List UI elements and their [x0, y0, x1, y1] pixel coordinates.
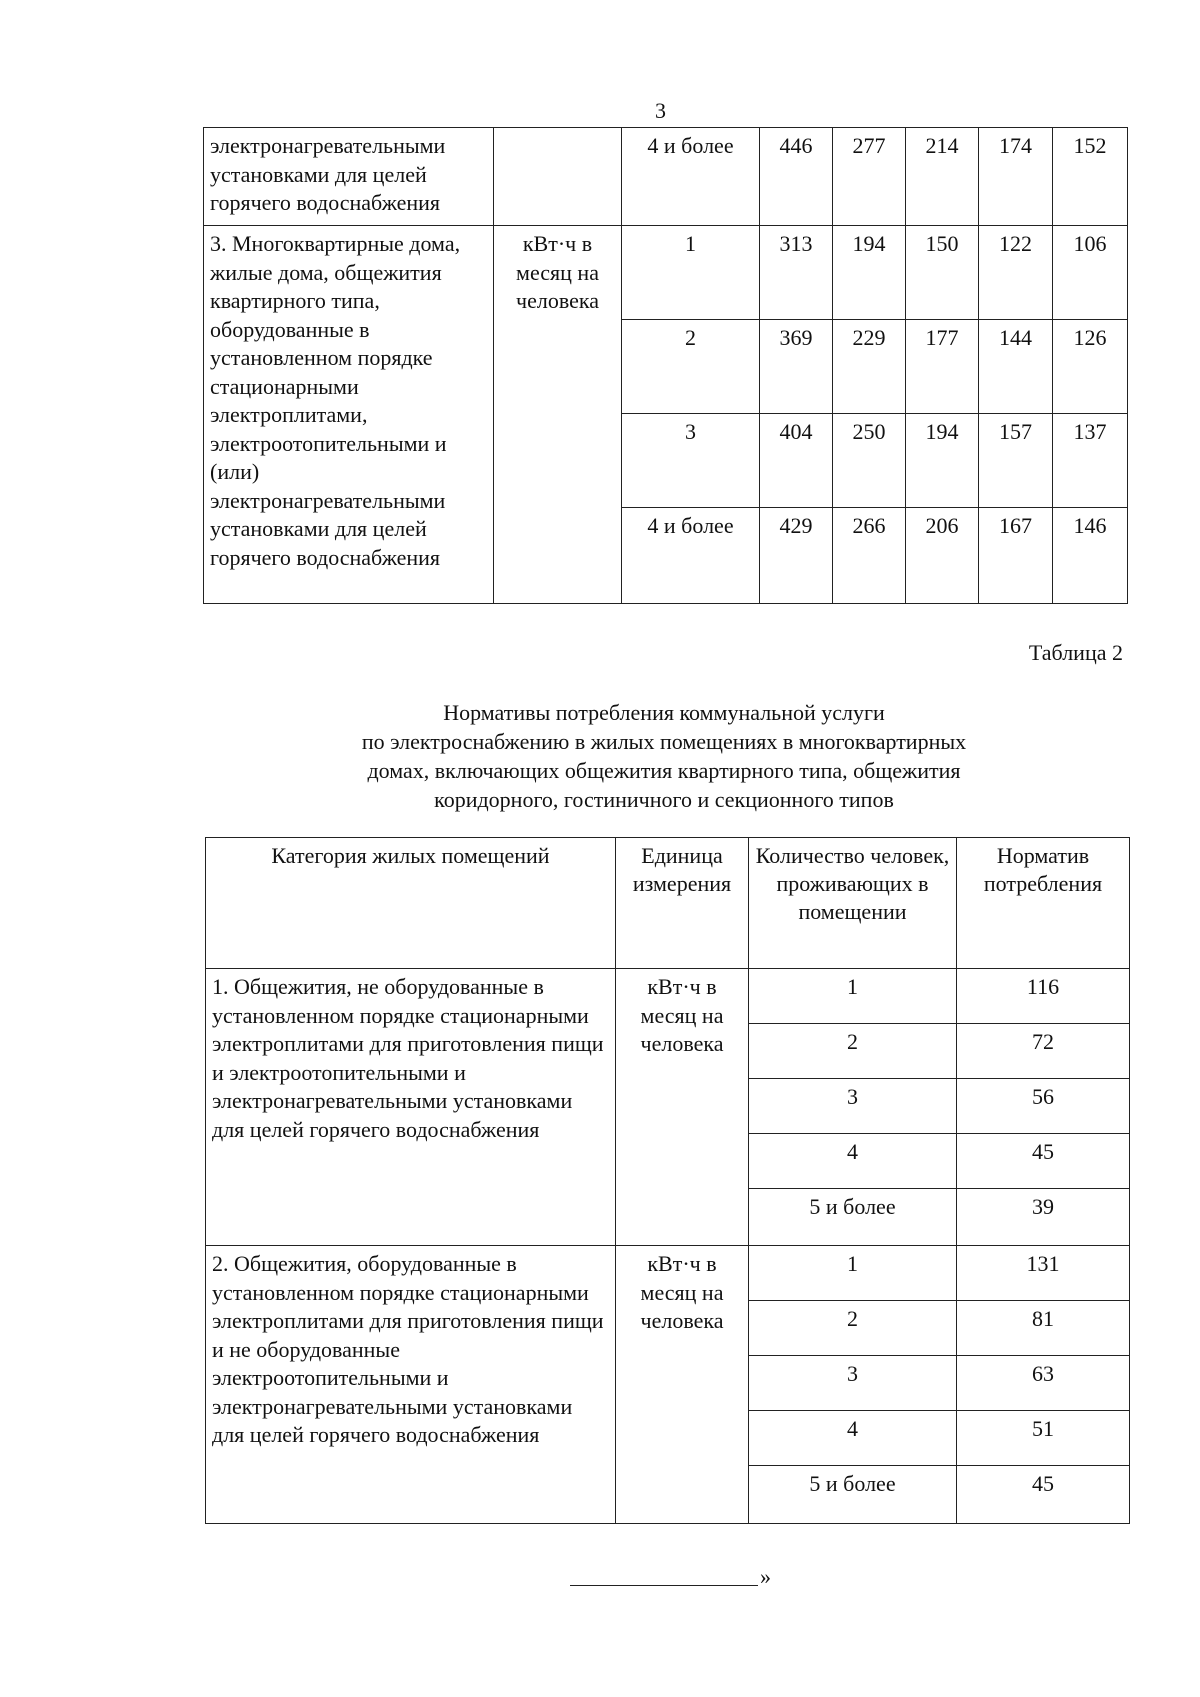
t1-rooms: 3 — [622, 414, 760, 508]
t1-value: 177 — [906, 320, 979, 414]
persons-cell: 1 — [749, 969, 957, 1024]
norm-cell: 131 — [957, 1246, 1130, 1301]
norm-cell: 116 — [957, 969, 1130, 1024]
persons-cell: 4 — [749, 1411, 957, 1466]
t1-value: 429 — [760, 508, 833, 604]
table-row — [206, 969, 1130, 1024]
t1-value: 266 — [833, 508, 906, 604]
t1-cont-value: 174 — [979, 128, 1053, 226]
header-unit: Единица измерения — [616, 838, 749, 969]
t1-value: 137 — [1053, 414, 1128, 508]
t1-value: 369 — [760, 320, 833, 414]
t1-row3-category: 3. Многоквартирные дома, жилые дома, общежития квартирного типа, оборудованные в установленном порядке стационарными электроплитами, электроотопительными и (или) электронагревательными установками для целей горячего водоснабжения — [204, 226, 494, 604]
persons-cell: 3 — [749, 1356, 957, 1411]
table2-title — [264, 698, 1064, 814]
t1-rooms: 4 и более — [622, 508, 760, 604]
t1-cont-unit — [494, 128, 622, 226]
page-number: 3 — [655, 98, 666, 123]
t1-value: 106 — [1053, 226, 1128, 320]
norm-cell: 39 — [957, 1189, 1130, 1246]
norm-cell: 45 — [957, 1466, 1130, 1524]
norm-cell: 45 — [957, 1134, 1130, 1189]
norm-cell: 51 — [957, 1411, 1130, 1466]
t1-cont-category: электронагревательными установками для целей горячего водоснабжения — [204, 128, 494, 226]
header-category: Категория жилых помещений — [206, 838, 616, 969]
t1-cont-value: 214 — [906, 128, 979, 226]
persons-cell: 5 и более — [749, 1466, 957, 1524]
t1-value: 404 — [760, 414, 833, 508]
header-persons: Количество человек, проживающих в помещении — [749, 838, 957, 969]
t1-value: 146 — [1053, 508, 1128, 604]
t1-cont-value: 152 — [1053, 128, 1128, 226]
group1-category: 1. Общежития, не оборудованные в установленном порядке стационарными электроплитами для приготовления пищи и электроотопительными и электронагревательными установками для целей горячего водоснабжения — [206, 969, 616, 1246]
table2-header-row — [206, 838, 1130, 969]
title-line: коридорного, гостиничного и секционного типов — [434, 787, 894, 812]
table1-continuation-row — [204, 128, 1128, 226]
table-row — [206, 1246, 1130, 1301]
t1-value: 150 — [906, 226, 979, 320]
t1-rooms: 2 — [622, 320, 760, 414]
persons-cell: 2 — [749, 1024, 957, 1079]
closing-line — [570, 1585, 758, 1586]
title-line: домах, включающих общежития квартирного типа, общежития — [367, 758, 961, 783]
t1-value: 126 — [1053, 320, 1128, 414]
norm-cell: 56 — [957, 1079, 1130, 1134]
t1-cont-rooms: 4 и более — [622, 128, 760, 226]
table1 — [203, 127, 1128, 604]
t1-value: 229 — [833, 320, 906, 414]
t1-value: 313 — [760, 226, 833, 320]
group1-unit: кВт·ч в месяц на человека — [616, 969, 749, 1246]
table2-caption: Таблица 2 — [1028, 640, 1123, 665]
title-line: Нормативы потребления коммунальной услуги — [443, 700, 885, 725]
t1-value: 194 — [833, 226, 906, 320]
persons-cell: 4 — [749, 1134, 957, 1189]
t1-row3-unit: кВт·ч в месяц на человека — [494, 226, 622, 604]
group2-unit: кВт·ч в месяц на человека — [616, 1246, 749, 1524]
closing-quote: » — [760, 1564, 771, 1589]
table2 — [205, 837, 1130, 1524]
norm-cell: 81 — [957, 1301, 1130, 1356]
t1-value: 144 — [979, 320, 1053, 414]
norm-cell: 63 — [957, 1356, 1130, 1411]
group2-category: 2. Общежития, оборудованные в установленном порядке стационарными электроплитами для приготовления пищи и не оборудованные электроотопительными и электронагревательными установками для целей горячего водоснабжения — [206, 1246, 616, 1524]
persons-cell: 3 — [749, 1079, 957, 1134]
t1-value: 167 — [979, 508, 1053, 604]
persons-cell: 2 — [749, 1301, 957, 1356]
header-norm: Норматив потребления — [957, 838, 1130, 969]
t1-value: 206 — [906, 508, 979, 604]
t1-value: 122 — [979, 226, 1053, 320]
norm-cell: 72 — [957, 1024, 1130, 1079]
t1-cont-value: 446 — [760, 128, 833, 226]
t1-value: 157 — [979, 414, 1053, 508]
t1-row3-sub-1 — [204, 226, 1128, 320]
t1-rooms: 1 — [622, 226, 760, 320]
persons-cell: 1 — [749, 1246, 957, 1301]
persons-cell: 5 и более — [749, 1189, 957, 1246]
title-line: по электроснабжению в жилых помещениях в многоквартирных — [361, 729, 967, 754]
t1-value: 194 — [906, 414, 979, 508]
t1-cont-value: 277 — [833, 128, 906, 226]
t1-value: 250 — [833, 414, 906, 508]
